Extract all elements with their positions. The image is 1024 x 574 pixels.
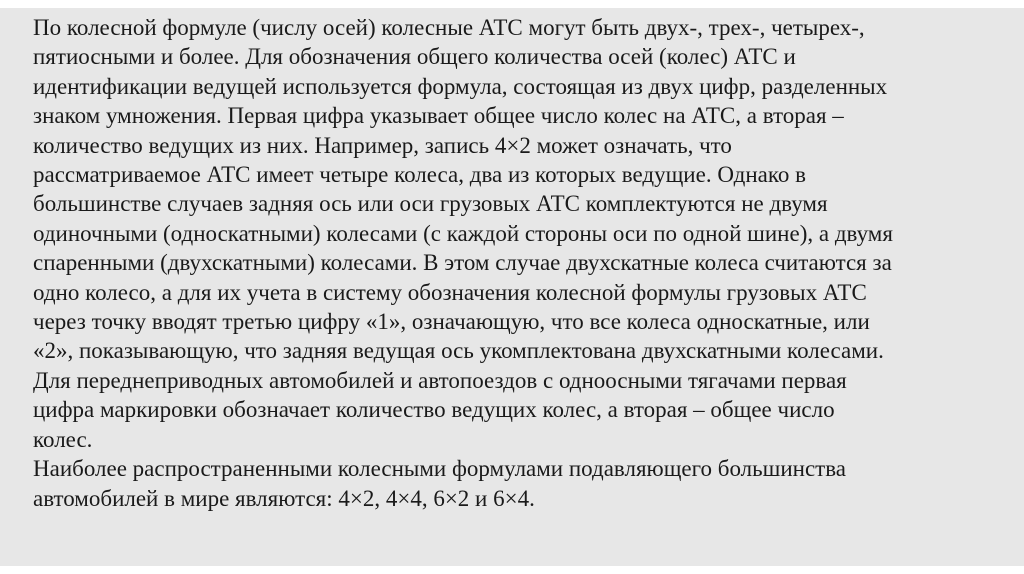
text-line: знаком умножения. Первая цифра указывает общее число колес на АТС, а вторая – [33,103,844,129]
text-line: рассматриваемое АТС имеет четыре колеса, два из которых ведущие. Однако в [33,162,806,188]
text-line: идентификации ведущей используется формула, состоящая из двух цифр, разделенных [33,73,888,99]
paragraph-wheel-formula [33,13,1003,454]
text-line: По колесной формуле (числу осей) колесные АТС могут быть двух-, трех-, четырех-, [33,15,865,40]
paragraph-common-formulas [33,454,1003,513]
bottom-border [0,566,1024,574]
text-line: колес. [33,426,93,452]
text-line: Наиболее распространенными колесными формулами подавляющего большинства [33,456,846,482]
text-line: пятиосными и более. Для обозначения общего количества осей (колес) АТС и [33,44,796,70]
text-line: одно колесо, а для их учета в систему обозначения колесной формулы грузовых АТС [33,279,867,305]
text-line: количество ведущих из них. Например, запись 4×2 может означать, что [33,132,732,158]
text-line: Для переднеприводных автомобилей и автопоездов с одноосными тягачами первая [33,367,847,393]
text-line: спаренными (двухскатными) колесами. В этом случае двухскатные колеса считаются за [33,250,892,276]
top-border [0,0,1024,8]
text-line: через точку вводят третью цифру «1», означающую, что все колеса односкатные, или [33,309,870,335]
text-line: одиночными (односкатными) колесами (с каждой стороны оси по одной шине), а двумя [33,220,893,246]
slide-text [33,13,1003,513]
text-line: «2», показывающую, что задняя ведущая ось укомплектована двухскатными колесами. [33,338,884,364]
text-line: большинстве случаев задняя ось или оси грузовых АТС комплектуются не двумя [33,191,828,217]
text-line: автомобилей в мире являются: 4×2, 4×4, 6×2 и 6×4. [33,485,535,511]
text-line: цифра маркировки обозначает количество ведущих колес, а вторая – общее число [33,397,835,423]
